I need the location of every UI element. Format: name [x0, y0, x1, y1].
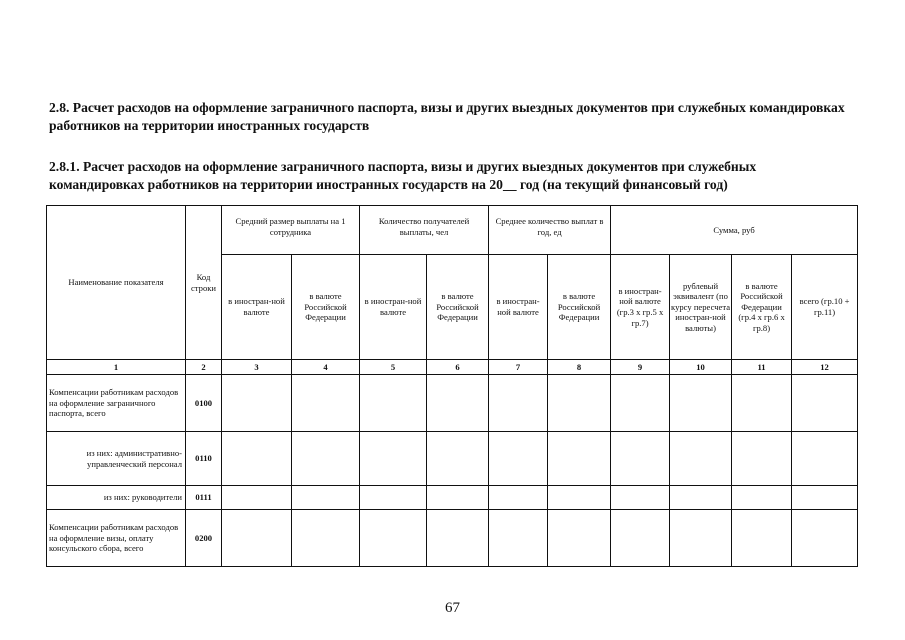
- input-cell[interactable]: [670, 486, 732, 510]
- row-name: из них: руководители: [47, 486, 186, 510]
- input-cell[interactable]: [222, 510, 292, 567]
- input-cell[interactable]: [360, 432, 427, 486]
- table-row: [47, 486, 858, 510]
- column-number: 9: [611, 360, 670, 375]
- column-number: 4: [292, 360, 360, 375]
- header-col7: в иностран-ной валюте: [489, 255, 548, 360]
- column-number: 8: [548, 360, 611, 375]
- input-cell[interactable]: [292, 432, 360, 486]
- input-cell[interactable]: [548, 375, 611, 432]
- header-col5: в иностран-ной валюте: [360, 255, 427, 360]
- input-cell[interactable]: [732, 486, 792, 510]
- input-cell[interactable]: [732, 432, 792, 486]
- input-cell[interactable]: [670, 375, 732, 432]
- section-heading: 2.8. Расчет расходов на оформление заграничного паспорта, визы и других выездных документов при служебных командировках работников на территории иностранных государств: [49, 100, 845, 133]
- expense-table: [46, 205, 858, 567]
- input-cell[interactable]: [427, 510, 489, 567]
- column-number: 12: [792, 360, 858, 375]
- column-number: 11: [732, 360, 792, 375]
- input-cell[interactable]: [548, 432, 611, 486]
- input-cell[interactable]: [611, 375, 670, 432]
- input-cell[interactable]: [427, 432, 489, 486]
- input-cell[interactable]: [292, 510, 360, 567]
- row-code: 0200: [186, 510, 222, 567]
- row-code: 0111: [186, 486, 222, 510]
- input-cell[interactable]: [732, 510, 792, 567]
- input-cell[interactable]: [792, 486, 858, 510]
- input-cell[interactable]: [222, 432, 292, 486]
- input-cell[interactable]: [360, 510, 427, 567]
- header-indicator-name: Наименование показателя: [47, 206, 186, 360]
- input-cell[interactable]: [222, 375, 292, 432]
- input-cell[interactable]: [222, 486, 292, 510]
- header-col11: в валюте Российской Федерации (гр.4 х гр.6 х гр.8): [732, 255, 792, 360]
- input-cell[interactable]: [611, 486, 670, 510]
- row-name: из них: административно-управленческий персонал: [47, 432, 186, 486]
- header-col8: в валюте Российской Федерации: [548, 255, 611, 360]
- header-sum: Сумма, руб: [611, 206, 858, 255]
- column-number: 7: [489, 360, 548, 375]
- input-cell[interactable]: [489, 375, 548, 432]
- input-cell[interactable]: [427, 375, 489, 432]
- header-avg-count: Среднее количество выплат в год, ед: [489, 206, 611, 255]
- header-col6: в валюте Российской Федерации: [427, 255, 489, 360]
- input-cell[interactable]: [548, 510, 611, 567]
- header-avg-payment: Средний размер выплаты на 1 сотрудника: [222, 206, 360, 255]
- table-row: [47, 432, 858, 486]
- input-cell[interactable]: [611, 510, 670, 567]
- subsection-heading: 2.8.1. Расчет расходов на оформление заграничного паспорта, визы и других выездных документов при служебных командировках работников на территории иностранных государств на 20__ год (на текущий финансовый год): [49, 159, 757, 192]
- column-number: 10: [670, 360, 732, 375]
- header-row-code: Код строки: [186, 206, 222, 360]
- row-code: 0100: [186, 375, 222, 432]
- header-col3: в иностран-ной валюте: [222, 255, 292, 360]
- input-cell[interactable]: [489, 510, 548, 567]
- input-cell[interactable]: [427, 486, 489, 510]
- page-number: 67: [445, 600, 460, 616]
- table-row: [47, 510, 858, 567]
- input-cell[interactable]: [792, 375, 858, 432]
- header-col9: в иностран-ной валюте (гр.3 х гр.5 х гр.7): [611, 255, 670, 360]
- input-cell[interactable]: [670, 432, 732, 486]
- row-name: Компенсации работникам расходов на оформление визы, оплату консульского сбора, всего: [47, 510, 186, 567]
- input-cell[interactable]: [292, 375, 360, 432]
- input-cell[interactable]: [792, 432, 858, 486]
- column-number: 6: [427, 360, 489, 375]
- input-cell[interactable]: [489, 486, 548, 510]
- row-name: Компенсации работникам расходов на оформление заграничного паспорта, всего: [47, 375, 186, 432]
- header-col12: всего (гр.10 + гр.11): [792, 255, 858, 360]
- input-cell[interactable]: [611, 432, 670, 486]
- input-cell[interactable]: [292, 486, 360, 510]
- input-cell[interactable]: [670, 510, 732, 567]
- input-cell[interactable]: [548, 486, 611, 510]
- column-number: 3: [222, 360, 292, 375]
- header-col10: рублевый эквивалент (по курсу пересчета иностран-ной валюты): [670, 255, 732, 360]
- header-recipients: Количество получателей выплаты, чел: [360, 206, 489, 255]
- input-cell[interactable]: [360, 486, 427, 510]
- input-cell[interactable]: [360, 375, 427, 432]
- header-col4: в валюте Российской Федерации: [292, 255, 360, 360]
- row-code: 0110: [186, 432, 222, 486]
- input-cell[interactable]: [489, 432, 548, 486]
- column-number: 1: [47, 360, 186, 375]
- table-row: [47, 375, 858, 432]
- input-cell[interactable]: [792, 510, 858, 567]
- column-number: 5: [360, 360, 427, 375]
- column-number: 2: [186, 360, 222, 375]
- input-cell[interactable]: [732, 375, 792, 432]
